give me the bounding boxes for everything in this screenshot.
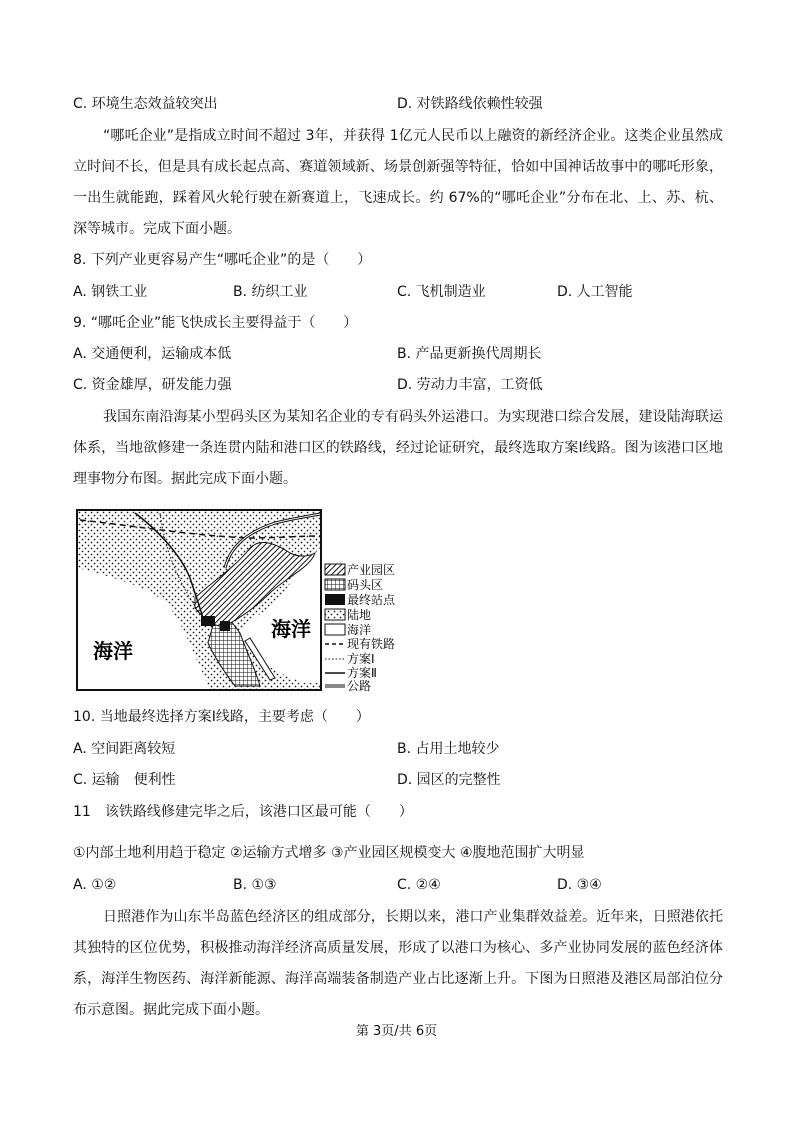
map-legend: [325, 562, 396, 693]
q8-stem: 8. 下列产业更容易产生“哪吒企业”的是（ ）: [73, 252, 372, 268]
q10-option-d: D. 园区的完整性: [397, 772, 501, 788]
q11-stem: 11 该铁路线修建完毕之后，该港口区最可能（ ）: [73, 804, 413, 820]
legend-plan-2: 方案Ⅱ: [347, 666, 377, 680]
passage-port: 我国东南沿海某小型码头区为某知名企业的专有码头外运港口。为实现港口综合发展，建设陆海联运体系，当地欲修建一条连贯内陆和港口区的铁路线，经过论证研究，最终选取方案Ⅰ线路。图为该港口区地理事物分布图。据此完成下面小题。: [73, 409, 723, 487]
legend-sea: 海洋: [347, 623, 372, 637]
q10-option-b: B. 占用土地较少: [397, 741, 500, 757]
q8-option-a: A. 钢铁工业: [73, 284, 148, 300]
legend-land: 陆地: [347, 608, 372, 622]
q8-option-d: D. 人工智能: [557, 284, 633, 300]
q9-stem: 9. “哪吒企业”能飞快成长主要得益于（ ）: [73, 315, 358, 331]
q8-option-c: C. 飞机制造业: [397, 284, 486, 300]
legend-existing-railway: 现有铁路: [347, 637, 396, 651]
q9-option-c: C. 资金雄厚，研发能力强: [73, 377, 232, 393]
q9-option-a: A. 交通便利，运输成本低: [73, 346, 232, 362]
q7-option-c: C. 环境生态效益较突出: [73, 96, 218, 112]
q9-option-d: D. 劳动力丰富，工资低: [397, 377, 543, 393]
legend-final-station: 最终站点: [347, 593, 396, 607]
passage-rizhao: 日照港作为山东半岛蓝色经济区的组成部分，长期以来，港口产业集群效益差。近年来，日照港依托其独特的区位优势，积极推动海洋经济高质量发展，形成了以港口为核心、多产业协同发展的蓝色经济体系，海洋生物医药、海洋新能源、海洋高端装备制造产业占比逐渐上升。下图为日照港及港区局部泊位分布示意图。据此完成下面小题。: [73, 909, 723, 1018]
sea-label-right: 海洋: [271, 617, 311, 641]
q11-option-a: A. ①②: [73, 877, 117, 893]
legend-dock: 码头区: [347, 578, 384, 592]
legend-plan-1: 方案Ⅰ: [347, 652, 375, 666]
q11-option-b: B. ①③: [233, 877, 277, 893]
q11-statements: ①内部土地利用趋于稳定 ②运输方式增多 ③产业园区规模变大 ④腹地范围扩大明显: [73, 845, 585, 861]
port-map-figure: [75, 508, 415, 693]
sea-label-left: 海洋: [93, 639, 133, 663]
passage-nezha: “哪吒企业”是指成立时间不超过 3年，并获得 1亿元人民币以上融资的新经济企业。这类企业虽然成立时间不长，但是具有成长起点高、赛道领域新、场景创新强等特征，恰如中国神话故事中的哪吒形象，一出生就能跑，踩着风火轮行驶在新赛道上，飞速成长。约 67%的“哪吒企业”分布在北、上、苏、杭、深等城市。完成下面小题。: [73, 128, 723, 237]
q11-option-c: C. ②④: [397, 877, 441, 893]
legend-highway: 公路: [347, 679, 372, 693]
map-body: [77, 510, 321, 690]
port-map: [75, 508, 415, 693]
q9-option-b: B. 产品更新换代周期长: [397, 346, 542, 362]
q7-option-d: D. 对铁路线依赖性较强: [397, 96, 543, 112]
q10-option-a: A. 空间距离较短: [73, 741, 176, 757]
q10-option-c: C. 运输 便利性: [73, 772, 176, 788]
q8-option-b: B. 纺织工业: [233, 284, 308, 300]
legend-industrial-park: 产业园区: [347, 563, 396, 577]
page-number: 第 3页/共 6页: [355, 1024, 438, 1039]
q10-stem: 10. 当地最终选择方案Ⅰ线路，主要考虑（ ）: [73, 709, 370, 725]
q11-option-d: D. ③④: [557, 877, 602, 893]
